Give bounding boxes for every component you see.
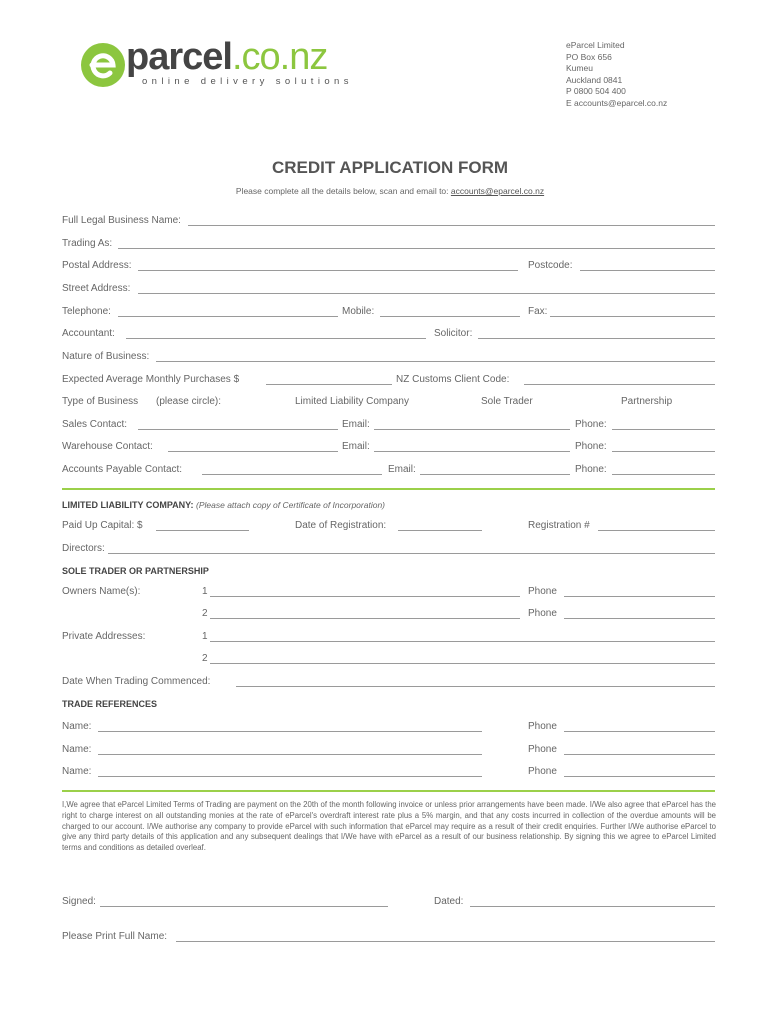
trade-ref-2-phone-field[interactable] xyxy=(564,754,715,755)
sole-trader-heading: SOLE TRADER OR PARTNERSHIP xyxy=(62,566,209,576)
ap-contact-field[interactable] xyxy=(202,474,382,475)
logo-tagline: online delivery solutions xyxy=(142,76,353,87)
warehouse-email-field[interactable] xyxy=(374,451,570,452)
ap-phone-label: Phone: xyxy=(575,464,607,475)
trade-ref-3-phone-label: Phone xyxy=(528,766,557,777)
trade-ref-1-phone-label: Phone xyxy=(528,721,557,732)
please-circle-label: (please circle): xyxy=(156,396,222,407)
logo-wordmark: parcel.co.nz xyxy=(126,36,328,78)
date-commenced-field[interactable] xyxy=(236,686,715,687)
ap-contact-label: Accounts Payable Contact: xyxy=(62,464,183,475)
trade-ref-1-name-field[interactable] xyxy=(98,731,482,732)
page-title: CREDIT APPLICATION FORM xyxy=(271,158,509,177)
sales-contact-field[interactable] xyxy=(138,429,338,430)
date-registration-field[interactable] xyxy=(398,530,482,531)
nature-of-business-field[interactable] xyxy=(156,361,715,362)
ap-phone-field[interactable] xyxy=(612,474,715,475)
owner-2-number: 2 xyxy=(202,608,208,619)
monthly-purchases-label: Expected Average Monthly Purchases $ xyxy=(62,374,240,385)
signature-field[interactable] xyxy=(100,906,388,907)
dated-field[interactable] xyxy=(470,906,715,907)
private-address-2-field[interactable] xyxy=(210,663,715,664)
ap-email-label: Email: xyxy=(388,464,416,475)
date-registration-label: Date of Registration: xyxy=(295,520,387,531)
business-type-option-partnership[interactable]: Partnership xyxy=(621,396,673,407)
llc-heading: LIMITED LIABILITY COMPANY: (Please attach copy of Certificate of Incorporation) xyxy=(62,500,385,510)
business-name-label: Full Legal Business Name: xyxy=(62,215,181,226)
sales-phone-field[interactable] xyxy=(612,429,715,430)
sales-contact-label: Sales Contact: xyxy=(62,419,128,430)
paid-up-capital-field[interactable] xyxy=(156,530,249,531)
monthly-purchases-field[interactable] xyxy=(266,384,392,385)
owner-2-field[interactable] xyxy=(210,618,520,619)
sales-email-field[interactable] xyxy=(374,429,570,430)
trade-ref-1-name-label: Name: xyxy=(62,721,92,732)
private-address-1-field[interactable] xyxy=(210,641,715,642)
address-1-number: 1 xyxy=(202,631,208,642)
mobile-label: Mobile: xyxy=(342,306,375,317)
trading-as-label: Trading As: xyxy=(62,238,113,249)
postcode-label: Postcode: xyxy=(528,260,573,271)
trade-ref-3-phone-field[interactable] xyxy=(564,776,715,777)
street-address-field[interactable] xyxy=(138,293,715,294)
mobile-field[interactable] xyxy=(380,316,520,317)
business-type-label: Type of Business xyxy=(62,396,139,407)
signed-label: Signed: xyxy=(62,896,96,907)
dated-label: Dated: xyxy=(434,896,464,907)
owner-1-field[interactable] xyxy=(210,596,520,597)
business-type-option-sole-trader[interactable]: Sole Trader xyxy=(481,396,533,407)
nz-customs-field[interactable] xyxy=(524,384,715,385)
fax-label: Fax: xyxy=(528,306,548,317)
owner-2-phone-label: Phone xyxy=(528,608,557,619)
owner-2-phone-field[interactable] xyxy=(564,618,715,619)
fax-field[interactable] xyxy=(550,316,715,317)
eparcel-e-icon xyxy=(80,42,126,88)
registration-no-field[interactable] xyxy=(598,530,715,531)
print-name-label: Please Print Full Name: xyxy=(62,931,168,942)
trade-references-heading: TRADE REFERENCES xyxy=(62,699,158,709)
owner-1-phone-field[interactable] xyxy=(564,596,715,597)
print-name-field[interactable] xyxy=(176,941,715,942)
telephone-label: Telephone: xyxy=(62,306,111,317)
registration-no-label: Registration # xyxy=(528,520,590,531)
trade-ref-2-phone-label: Phone xyxy=(528,744,557,755)
telephone-field[interactable] xyxy=(118,316,338,317)
postcode-field[interactable] xyxy=(580,270,715,271)
sales-email-label: Email: xyxy=(342,419,370,430)
warehouse-phone-label: Phone: xyxy=(575,441,607,452)
date-commenced-label: Date When Trading Commenced: xyxy=(62,676,211,687)
warehouse-email-label: Email: xyxy=(342,441,370,452)
intro-text: Please complete all the details below, scan and email to: accounts@eparcel.co.nz xyxy=(235,186,545,196)
section-divider xyxy=(62,790,715,792)
solicitor-field[interactable] xyxy=(478,338,715,339)
directors-label: Directors: xyxy=(62,543,105,554)
street-address-label: Street Address: xyxy=(62,283,131,294)
business-name-field[interactable] xyxy=(188,225,715,226)
owner-1-phone-label: Phone xyxy=(528,586,557,597)
sales-phone-label: Phone: xyxy=(575,419,607,430)
nz-customs-label: NZ Customs Client Code: xyxy=(396,374,510,385)
trading-as-field[interactable] xyxy=(118,248,715,249)
intro-email-link[interactable]: accounts@eparcel.co.nz xyxy=(450,186,545,196)
trade-ref-3-name-label: Name: xyxy=(62,766,92,777)
trade-ref-1-phone-field[interactable] xyxy=(564,731,715,732)
warehouse-contact-field[interactable] xyxy=(168,451,338,452)
owner-1-number: 1 xyxy=(202,586,208,597)
ap-email-field[interactable] xyxy=(420,474,570,475)
company-address: eParcel Limited PO Box 656 Kumeu Auckland 0841 P 0800 504 400 E accounts@eparcel.co.nz xyxy=(566,40,668,108)
address-2-number: 2 xyxy=(202,653,208,664)
section-divider xyxy=(62,488,715,490)
warehouse-phone-field[interactable] xyxy=(612,451,715,452)
business-type-option-llc[interactable]: Limited Liability Company xyxy=(295,396,409,407)
trade-ref-2-name-field[interactable] xyxy=(98,754,482,755)
postal-address-label: Postal Address: xyxy=(62,260,132,271)
trade-ref-3-name-field[interactable] xyxy=(98,776,482,777)
postal-address-field[interactable] xyxy=(138,270,518,271)
solicitor-label: Solicitor: xyxy=(434,328,473,339)
accountant-field[interactable] xyxy=(126,338,426,339)
warehouse-contact-label: Warehouse Contact: xyxy=(62,441,153,452)
private-addresses-label: Private Addresses: xyxy=(62,631,146,642)
terms-paragraph: I,We agree that eParcel Limited Terms of Trading are payment on the 20th of the month following invoice or unless prior arrangements have been made. I/We also agree that eParcel has the right to charge interest on all outstanding monies at the rate of eParcel's overdraft interest rate plus a 5% margin, and that any costs incurred in collection of the overdue amounts will be charged to our account. I/We authorise any company to provide eParcel with such information that eParcel may require as a result of their credit enquiries. Further I/We authorise eParcel to give any third party details of this application and any subsequent dealings that I/We have with eParcel as a result of our business relationship. By signing this we agree to eParcel Limited terms and conditions as detailed overleaf. xyxy=(62,800,716,853)
accountant-label: Accountant: xyxy=(62,328,115,339)
trade-ref-2-name-label: Name: xyxy=(62,744,92,755)
paid-up-capital-label: Paid Up Capital: $ xyxy=(62,520,143,531)
directors-field[interactable] xyxy=(108,553,715,554)
owners-name-label: Owners Name(s): xyxy=(62,586,141,597)
nature-of-business-label: Nature of Business: xyxy=(62,351,150,362)
